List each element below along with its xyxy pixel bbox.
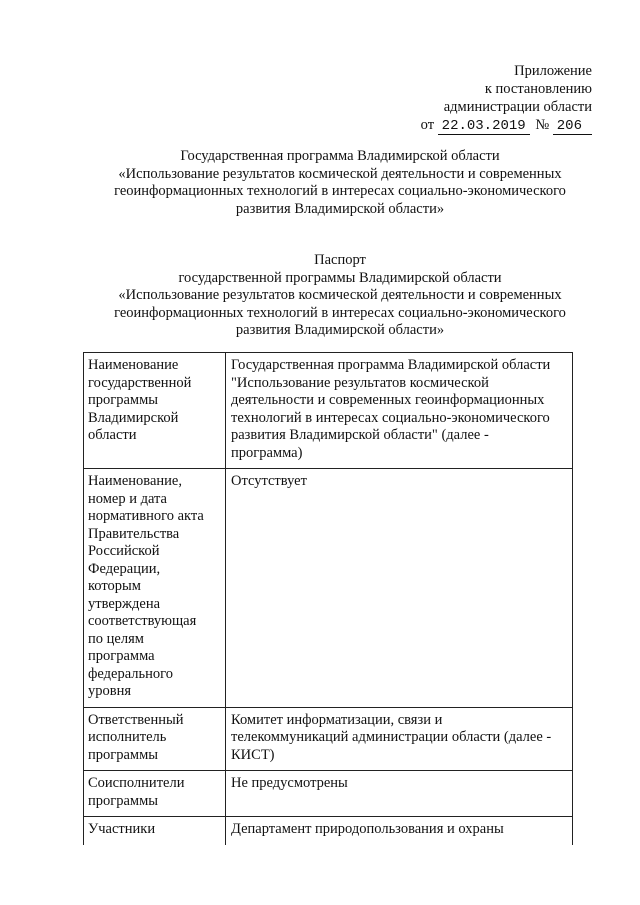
row-value <box>226 469 573 708</box>
prefix-from: от <box>420 117 435 133</box>
table-row <box>84 469 573 708</box>
label-line: области <box>88 427 137 443</box>
passport-table <box>83 352 573 845</box>
label-line: Соисполнители <box>88 775 185 791</box>
table-row <box>84 353 573 469</box>
label-line: программы <box>88 792 158 809</box>
label-line: федерального <box>88 665 173 682</box>
appendix-block <box>421 62 592 135</box>
passport-heading <box>90 252 590 340</box>
label-line: исполнитель <box>88 729 167 745</box>
label-line: соответствующая <box>88 613 197 629</box>
label-line: Правительства <box>88 525 180 542</box>
label-line: номер и дата <box>88 490 167 507</box>
row-label <box>84 707 226 771</box>
value-line: Не предусмотрены <box>231 775 348 791</box>
value-line: деятельности и современных геоинформационных <box>231 392 545 408</box>
label-line: которым <box>88 578 141 594</box>
title-line-1: Государственная программа Владимирской области <box>180 148 500 164</box>
row-label <box>84 353 226 469</box>
resolution-number: 206 <box>553 119 592 135</box>
passport-heading-line-4: геоинформационных технологий в интересах социально-экономического <box>114 304 566 321</box>
passport-heading-line-1: Паспорт <box>314 252 366 268</box>
appendix-line-3: администрации области <box>443 99 592 115</box>
value-line: Государственная программа Владимирской области <box>231 357 551 373</box>
title-line-2: «Использование результатов космической деятельности и современных <box>118 165 562 182</box>
label-line: Федерации, <box>88 560 161 577</box>
row-value <box>226 771 573 817</box>
value-line: Департамент природопользования и охраны <box>231 821 504 837</box>
label-line: программы <box>88 746 158 763</box>
value-line: технологий в интересах социально-экономического <box>231 409 550 426</box>
value-line: Отсутствует <box>231 473 307 489</box>
value-line: "Использование результатов космической <box>231 374 489 391</box>
passport-heading-line-5: развития Владимирской области» <box>235 322 445 338</box>
row-label <box>84 469 226 708</box>
label-line: по целям <box>88 630 144 647</box>
label-line: утверждена <box>88 595 161 612</box>
table-row <box>84 817 573 845</box>
title-line-4: развития Владимирской области» <box>235 200 445 217</box>
label-line: программа <box>88 648 155 664</box>
number-sign: № <box>535 117 550 133</box>
label-line: Участники <box>88 821 156 837</box>
label-line: государственной <box>88 374 192 391</box>
label-line: программы <box>88 392 158 408</box>
resolution-date: 22.03.2019 <box>438 119 530 135</box>
label-line: Ответственный <box>88 711 184 728</box>
program-title <box>90 148 590 218</box>
label-line: нормативного акта <box>88 508 204 524</box>
label-line: уровня <box>88 683 132 699</box>
row-label <box>84 817 226 845</box>
table-row <box>84 707 573 771</box>
label-line: Российской <box>88 543 160 559</box>
title-line-3: геоинформационных технологий в интересах социально-экономического <box>114 183 566 199</box>
row-value <box>226 817 573 845</box>
resolution-date-number <box>421 116 592 135</box>
value-line: телекоммуникаций администрации области (далее - <box>231 729 552 745</box>
label-line: Наименование, <box>88 473 182 489</box>
appendix-line-2: к постановлению <box>484 81 592 97</box>
row-value <box>226 353 573 469</box>
passport-heading-line-3: «Использование результатов космической деятельности и современных <box>118 287 562 303</box>
label-line: Наименование <box>88 357 179 373</box>
row-label <box>84 771 226 817</box>
label-line: Владимирской <box>88 409 179 426</box>
value-line: программа) <box>231 444 303 461</box>
row-value <box>226 707 573 771</box>
value-line: Комитет информатизации, связи и <box>231 711 443 728</box>
passport-heading-line-2: государственной программы Владимирской области <box>178 269 502 286</box>
appendix-line-1: Приложение <box>514 63 592 79</box>
value-line: КИСТ) <box>231 746 275 763</box>
value-line: развития Владимирской области" (далее - <box>231 427 489 443</box>
table-row <box>84 771 573 817</box>
